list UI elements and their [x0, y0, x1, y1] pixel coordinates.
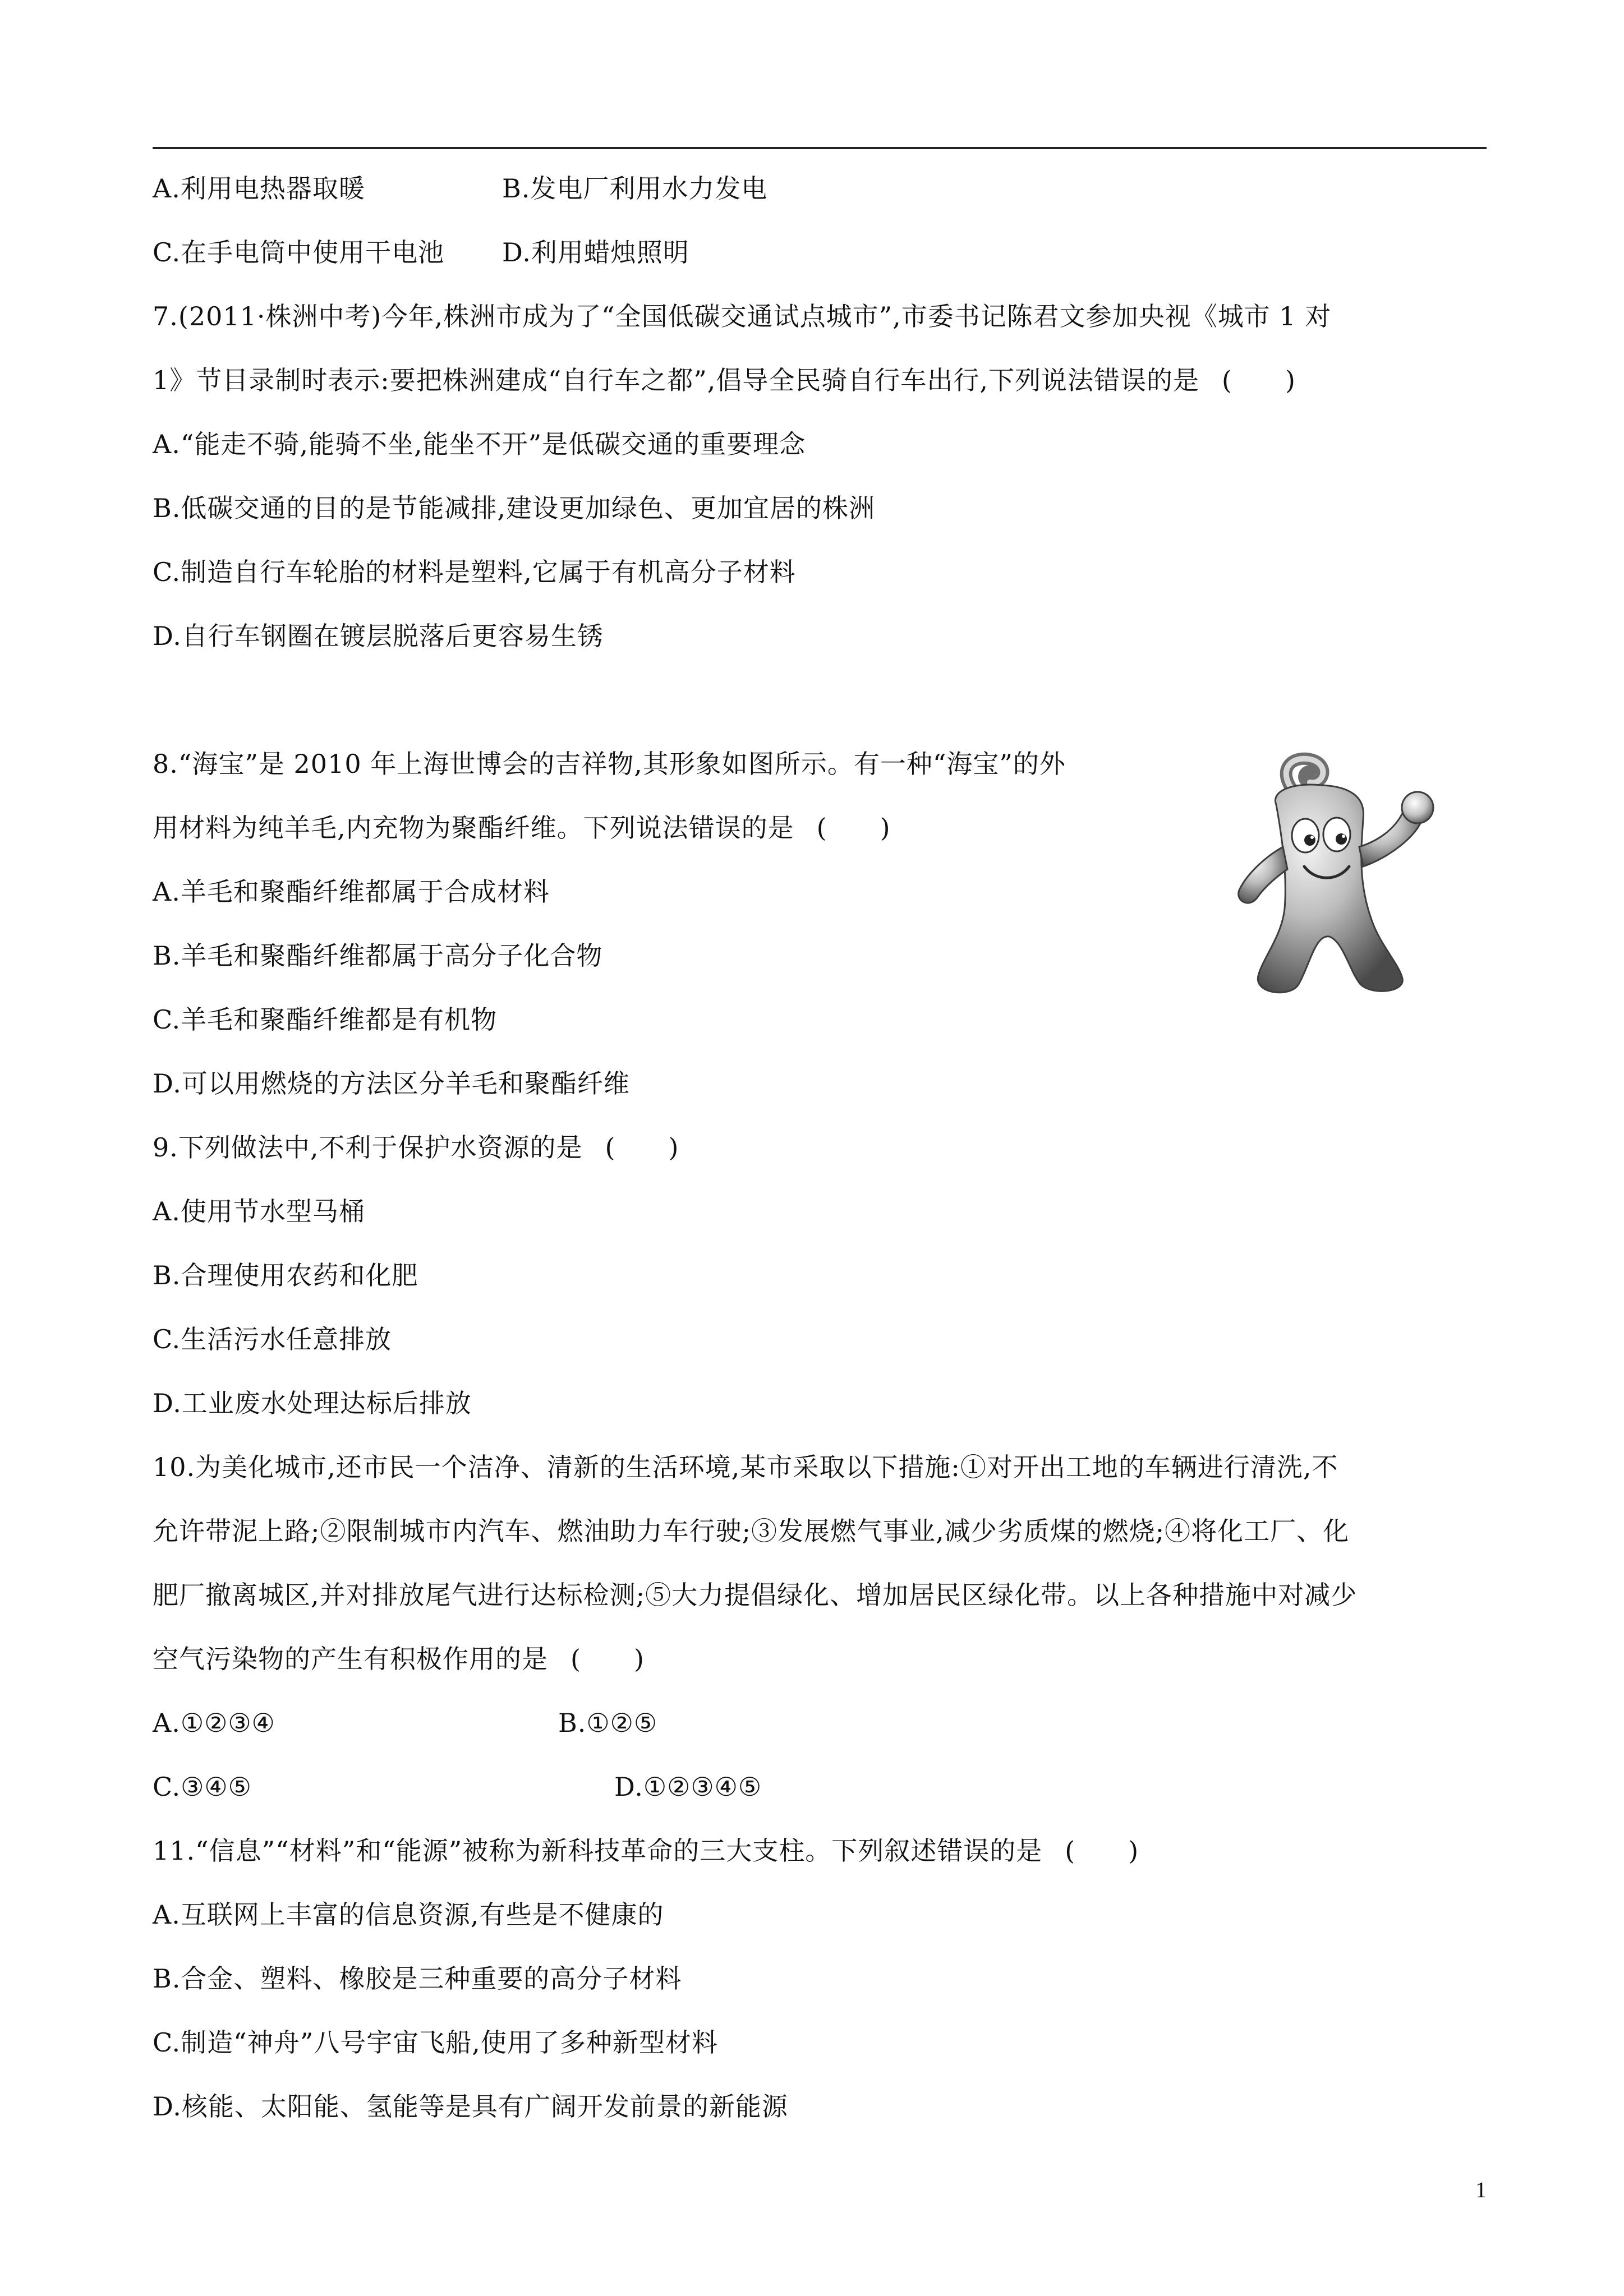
q11-option-b: B.合金、塑料、橡胶是三种重要的高分子材料	[153, 1963, 682, 1994]
q9-option-d: D.工业废水处理达标后排放	[153, 1388, 472, 1418]
q9-stem-text: 9.下列做法中,不利于保护水资源的是	[153, 1132, 583, 1163]
q11-answer-blank: ( )	[1065, 1836, 1139, 1866]
q8-stem-line2-text: 用材料为纯羊毛,内充物为聚酯纤维。下列说法错误的是	[153, 813, 794, 843]
page-number: 1	[1475, 2177, 1487, 2202]
q10-option-d: D.①②③④⑤	[614, 1772, 762, 1802]
q6-option-d: D.利用蜡烛照明	[502, 237, 689, 268]
q7-option-c: C.制造自行车轮胎的材料是塑料,它属于有机高分子材料	[153, 557, 796, 587]
q11-stem	[153, 1834, 1139, 1868]
q11-option-a: A.互联网上丰富的信息资源,有些是不健康的	[153, 1899, 664, 1930]
q11-option-c: C.制造“神舟”八号宇宙飞船,使用了多种新型材料	[153, 2027, 718, 2058]
q10-option-c: C.③④⑤	[153, 1772, 252, 1802]
q9-option-b: B.合理使用农药和化肥	[153, 1260, 418, 1290]
q10-answer-blank: ( )	[571, 1644, 645, 1674]
q9-option-a: A.使用节水型马桶	[153, 1196, 365, 1227]
q8-option-c: C.羊毛和聚酯纤维都是有机物	[153, 1004, 498, 1035]
q9-option-c: C.生活污水任意排放	[153, 1324, 392, 1354]
q7-option-d: D.自行车钢圈在镀层脱落后更容易生锈	[153, 621, 604, 651]
q10-stem-line4-text: 空气污染物的产生有积极作用的是	[153, 1644, 548, 1674]
q8-stem-line2	[153, 811, 891, 845]
q11-option-d: D.核能、太阳能、氢能等是具有广阔开发前景的新能源	[153, 2091, 788, 2122]
haibao-mascot-image	[1209, 751, 1467, 998]
q8-answer-blank: ( )	[816, 813, 891, 843]
q7-stem-line2	[153, 363, 1296, 397]
q9-stem	[153, 1131, 679, 1164]
q7-answer-blank: ( )	[1222, 365, 1296, 395]
q10-option-b: B.①②⑤	[558, 1708, 658, 1738]
q7-option-a: A.“能走不骑,能骑不坐,能坐不开”是低碳交通的重要理念	[153, 429, 806, 459]
q6-option-b: B.发电厂利用水力发电	[502, 173, 768, 204]
header-rule	[153, 147, 1487, 149]
q10-stem-line2: 允许带泥上路;②限制城市内汽车、燃油助力车行驶;③发展燃气事业,减少劣质煤的燃烧;④将化工厂、化	[153, 1516, 1350, 1546]
q8-option-a: A.羊毛和聚酯纤维都属于合成材料	[153, 877, 550, 907]
q10-stem-line4	[153, 1642, 645, 1676]
q7-stem-line1: 7.(2011·株洲中考)今年,株洲市成为了“全国低碳交通试点城市”,市委书记陈君文参加央视《城市 1 对	[153, 301, 1332, 331]
q11-stem-text: 11.“信息”“材料”和“能源”被称为新科技革命的三大支柱。下列叙述错误的是	[153, 1836, 1043, 1866]
q10-stem-line1: 10.为美化城市,还市民一个洁净、清新的生活环境,某市采取以下措施:①对开出工地的车辆进行清洗,不	[153, 1452, 1338, 1482]
q6-option-a: A.利用电热器取暖	[153, 173, 365, 204]
q8-option-b: B.羊毛和聚酯纤维都属于高分子化合物	[153, 940, 603, 971]
q6-option-c: C.在手电筒中使用干电池	[153, 237, 445, 268]
q7-stem-line2-text: 1》节目录制时表示:要把株洲建成“自行车之都”,倡导全民骑自行车出行,下列说法错误的是	[153, 365, 1200, 395]
q10-stem-line3: 肥厂撤离城区,并对排放尾气进行达标检测;⑤大力提倡绿化、增加居民区绿化带。以上各种措施中对减少	[153, 1580, 1358, 1610]
q9-answer-blank: ( )	[605, 1132, 679, 1163]
q7-option-b: B.低碳交通的目的是节能减排,建设更加绿色、更加宜居的株洲	[153, 493, 876, 523]
q8-option-d: D.可以用燃烧的方法区分羊毛和聚酯纤维	[153, 1068, 630, 1099]
q10-option-a: A.①②③④	[153, 1708, 275, 1738]
q8-stem-line1: 8.“海宝”是 2010 年上海世博会的吉祥物,其形象如图所示。有一种“海宝”的外	[153, 749, 1066, 779]
